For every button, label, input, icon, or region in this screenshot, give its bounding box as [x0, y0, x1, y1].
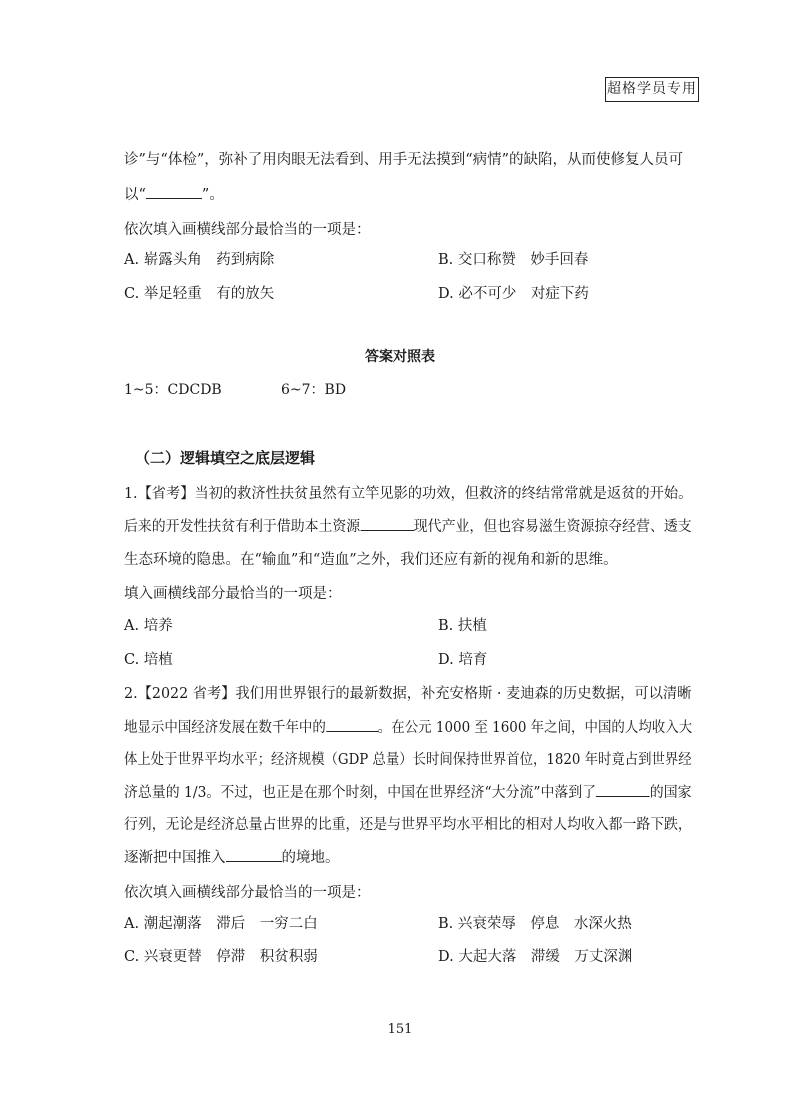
q2-line2-pre: 地显示中国经济发展在数千年中的 — [124, 720, 326, 736]
q1-line2-pre: 后来的开发性扶贫有利于借助本土资源 — [124, 519, 361, 535]
q2-option-b: B. 兴衰荣辱 停息 水深火热 — [438, 916, 632, 932]
q1-option-d: D. 培育 — [438, 652, 488, 668]
q2-line6-post: 的境地。 — [281, 850, 340, 866]
q2-line2-post: 。在公元 1000 至 1600 年之间，中国的人均收入大 — [377, 720, 693, 736]
prev-option-c: C. 举足轻重 有的放矢 — [124, 286, 275, 302]
q2-option-c: C. 兴衰更替 停滞 积贫积弱 — [124, 949, 318, 965]
answer-group-1: 1~5：CDCDB — [124, 382, 222, 398]
prev-question-line2 — [124, 183, 224, 204]
q2-line6-pre: 逐渐把中国推入 — [124, 850, 226, 866]
q2-line3: 体上处于世界平均水平；经济规模（GDP 总量）长时间保持世界首位，1820 年时竟占到世界经 — [124, 752, 692, 768]
q1-prompt: 填入画横线部分最恰当的一项是： — [124, 586, 342, 602]
prev-line2-pre: 以“ — [124, 187, 146, 203]
q2-line2 — [124, 716, 692, 737]
q1-option-c: C. 培植 — [124, 652, 173, 668]
q2-line4-pre: 济总量的 1/3。不过，也正是在那个时刻，中国在世界经济“大分流”中落到了 — [124, 785, 597, 801]
q1-line2 — [124, 515, 692, 536]
prev-option-a: A. 崭露头角 药到病除 — [124, 252, 275, 268]
prev-question-line1: 诊”与“体检”，弥补了用肉眼无法看到、用手无法摸到“病情”的缺陷，从而使修复人员可 — [124, 152, 684, 168]
answer-blank — [326, 717, 378, 732]
section-title: （二）逻辑填空之底层逻辑 — [135, 449, 316, 467]
q2-option-a: A. 潮起潮落 滞后 一穷二白 — [124, 916, 318, 932]
q2-line4 — [124, 781, 692, 802]
prev-question-prompt: 依次填入画横线部分最恰当的一项是： — [124, 222, 371, 238]
prev-option-b: B. 交口称赞 妙手回春 — [438, 252, 589, 268]
q1-option-b: B. 扶植 — [438, 618, 487, 634]
q2-line1: 2.【2022 省考】我们用世界银行的最新数据，补充安格斯 · 麦迪森的历史数据，可以清晰 — [124, 686, 692, 702]
q1-line2-post: 现代产业，但也容易滋生资源掠夺经营、透支 — [413, 519, 692, 535]
answer-blank — [360, 516, 414, 531]
q2-prompt: 依次填入画横线部分最恰当的一项是： — [124, 885, 371, 901]
answer-group-2: 6~7：BD — [281, 382, 347, 398]
q2-line5: 行列，无论是经济总量占世界的比重，还是与世界平均水平相比的相对人均收入都一路下跌， — [124, 817, 692, 833]
prev-line2-post: ”。 — [201, 187, 224, 203]
answer-blank — [596, 782, 650, 797]
q2-line6 — [124, 846, 340, 867]
answer-blank — [226, 847, 282, 862]
answer-blank — [146, 184, 202, 199]
page-number: 151 — [387, 1022, 413, 1037]
prev-option-d: D. 必不可少 对症下药 — [438, 286, 589, 302]
q1-option-a: A. 培养 — [124, 618, 173, 634]
q2-line4-post: 的国家 — [649, 785, 692, 801]
q1-line1: 1.【省考】当初的救济性扶贫虽然有立竿见影的功效，但救济的终结常常就是返贫的开始。 — [124, 486, 693, 502]
q2-option-d: D. 大起大落 滞缓 万丈深渊 — [438, 949, 633, 965]
exclusive-badge: 超格学员专用 — [605, 77, 699, 102]
answer-table-title: 答案对照表 — [365, 349, 435, 365]
q1-line3: 生态环境的隐患。在“输血”和“造血”之外，我们还应有新的视角和新的思维。 — [124, 552, 618, 568]
